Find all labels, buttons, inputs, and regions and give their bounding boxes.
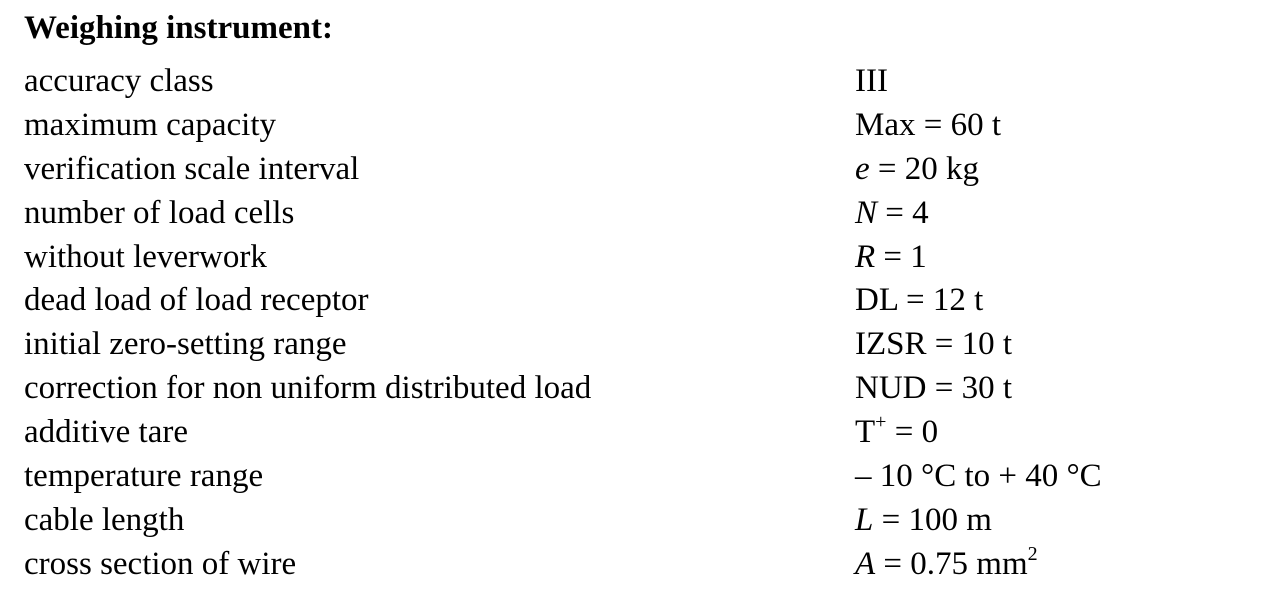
section-heading: Weighing instrument: xyxy=(24,10,333,46)
value-symbol: A xyxy=(855,545,876,582)
value-text: = 100 m xyxy=(873,501,992,538)
value-text: – 10 °C to + 40 °C xyxy=(855,458,1102,495)
parameter-value xyxy=(855,104,1001,148)
value-symbol: N xyxy=(855,194,878,231)
parameter-value xyxy=(855,148,979,192)
value-text: = 4 xyxy=(877,194,929,231)
parameter-label: cross section of wire xyxy=(24,545,297,582)
spec-row-dead-load xyxy=(0,279,1280,323)
spec-row-wire-cross-section xyxy=(0,543,1280,587)
parameter-value xyxy=(855,192,929,236)
parameter-label: cable length xyxy=(24,501,185,538)
value-superscript: 2 xyxy=(1027,542,1038,565)
parameter-label: without leverwork xyxy=(24,238,267,275)
parameter-label: temperature range xyxy=(24,458,264,495)
value-text: = 20 kg xyxy=(869,150,980,187)
spec-row-without-leverwork xyxy=(0,236,1280,280)
parameter-value xyxy=(855,543,1038,587)
spec-row-cable-length xyxy=(0,499,1280,543)
parameter-label: additive tare xyxy=(24,414,189,451)
value-superscript: + xyxy=(875,411,887,434)
value-symbol: e xyxy=(855,150,870,187)
parameter-label: initial zero-setting range xyxy=(24,326,347,363)
parameter-value xyxy=(855,411,938,455)
specification-list xyxy=(0,60,1280,587)
parameter-value xyxy=(855,279,983,323)
spec-row-number-of-load-cells xyxy=(0,192,1280,236)
parameter-value xyxy=(855,323,1012,367)
spec-row-verification-scale-interval xyxy=(0,148,1280,192)
value-text: = 1 xyxy=(875,238,927,275)
value-symbol: L xyxy=(855,501,874,538)
parameter-label: verification scale interval xyxy=(24,150,360,187)
value-text: DL = 12 t xyxy=(855,282,984,319)
spec-row-initial-zero-setting-range xyxy=(0,323,1280,367)
spec-row-maximum-capacity xyxy=(0,104,1280,148)
parameter-value xyxy=(855,367,1012,411)
spec-row-additive-tare xyxy=(0,411,1280,455)
spec-row-non-uniform-load-correction xyxy=(0,367,1280,411)
value-text: = 0 xyxy=(886,414,939,451)
spec-row-accuracy-class xyxy=(0,60,1280,104)
value-base: T xyxy=(855,414,876,451)
value-symbol: R xyxy=(855,238,876,275)
parameter-label: accuracy class xyxy=(24,63,214,99)
value-text: Max = 60 t xyxy=(855,106,1002,143)
value-text: III xyxy=(855,63,888,99)
parameter-value xyxy=(855,236,927,280)
parameter-value xyxy=(855,499,992,543)
parameter-label: correction for non uniform distributed load xyxy=(24,370,592,407)
parameter-value xyxy=(855,60,888,104)
value-text: = 0.75 mm xyxy=(875,545,1028,582)
value-text: NUD = 30 t xyxy=(855,370,1013,407)
parameter-label: number of load cells xyxy=(24,194,295,231)
spec-row-temperature-range xyxy=(0,455,1280,499)
parameter-label: maximum capacity xyxy=(24,106,276,143)
value-text: IZSR = 10 t xyxy=(855,326,1013,363)
parameter-value xyxy=(855,455,1102,499)
parameter-label: dead load of load receptor xyxy=(24,282,369,319)
